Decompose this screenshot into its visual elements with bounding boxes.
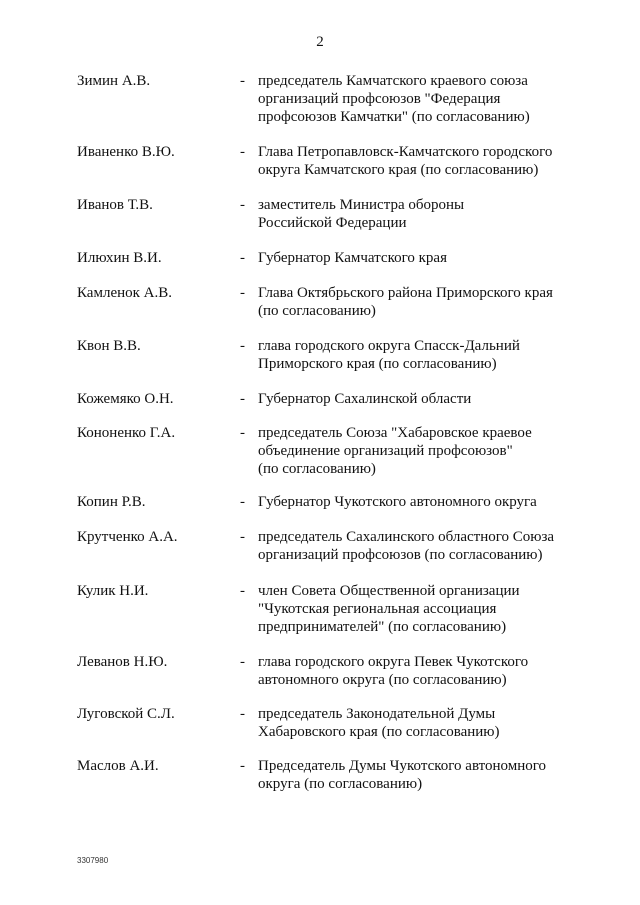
person-position: Губернатор Сахалинской области bbox=[258, 391, 472, 407]
list-item bbox=[0, 493, 640, 528]
person-position: Губернатор Камчатского края bbox=[258, 250, 447, 266]
person-position: председатель Камчатского краевого союза организаций профсоюзов "Федерация профсоюзов Камчатки" (по согласованию) bbox=[258, 73, 530, 125]
person-position: Глава Октябрьского района Приморского края (по согласованию) bbox=[258, 285, 553, 319]
person-position: председатель Сахалинского областного Союза организаций профсоюзов (по согласованию) bbox=[258, 529, 555, 563]
person-name: Маслов А.И. bbox=[77, 758, 159, 774]
list-item bbox=[0, 528, 640, 582]
dash-separator: - bbox=[240, 494, 245, 510]
list-item bbox=[0, 196, 640, 249]
list-item bbox=[0, 390, 640, 424]
dash-separator: - bbox=[240, 425, 245, 441]
person-name: Иванов Т.В. bbox=[77, 197, 153, 213]
dash-separator: - bbox=[240, 144, 245, 160]
person-position: глава городского округа Певек Чукотского автономного округа (по согласованию) bbox=[258, 654, 529, 688]
person-name: Крутченко А.А. bbox=[77, 529, 178, 545]
person-position: Председатель Думы Чукотского автономного округа (по согласованию) bbox=[258, 758, 547, 792]
dash-separator: - bbox=[240, 758, 245, 774]
person-name: Кожемяко О.Н. bbox=[77, 391, 174, 407]
list-item bbox=[0, 143, 640, 196]
list-item bbox=[0, 757, 640, 797]
person-position: член Совета Общественной организации "Чукотская региональная ассоциация предпринимателей" (по согласованию) bbox=[258, 583, 520, 635]
person-name: Леванов Н.Ю. bbox=[77, 654, 168, 670]
list-item bbox=[0, 653, 640, 705]
dash-separator: - bbox=[240, 583, 245, 599]
list-item bbox=[0, 284, 640, 337]
person-name: Копин Р.В. bbox=[77, 494, 146, 510]
dash-separator: - bbox=[240, 654, 245, 670]
person-position: заместитель Министра обороны Российской Федерации bbox=[258, 197, 465, 231]
dash-separator: - bbox=[240, 529, 245, 545]
person-position: глава городского округа Спасск-Дальний Приморского края (по согласованию) bbox=[258, 338, 520, 372]
list-item bbox=[0, 337, 640, 390]
dash-separator: - bbox=[240, 338, 245, 354]
list-item bbox=[0, 72, 640, 143]
dash-separator: - bbox=[240, 250, 245, 266]
person-name: Луговской С.Л. bbox=[77, 706, 175, 722]
person-name: Илюхин В.И. bbox=[77, 250, 162, 266]
person-name: Квон В.В. bbox=[77, 338, 141, 354]
list-item bbox=[0, 249, 640, 284]
list-item bbox=[0, 582, 640, 653]
dash-separator: - bbox=[240, 73, 245, 89]
dash-separator: - bbox=[240, 285, 245, 301]
dash-separator: - bbox=[240, 197, 245, 213]
person-name: Кононенко Г.А. bbox=[77, 425, 176, 441]
person-position: Губернатор Чукотского автономного округа bbox=[258, 494, 537, 510]
list-item bbox=[0, 424, 640, 493]
person-name: Иваненко В.Ю. bbox=[77, 144, 175, 160]
page-number: 2 bbox=[316, 34, 324, 50]
person-position: председатель Законодательной Думы Хабаровского края (по согласованию) bbox=[258, 706, 500, 740]
dash-separator: - bbox=[240, 391, 245, 407]
person-name: Кулик Н.И. bbox=[77, 583, 149, 599]
dash-separator: - bbox=[240, 706, 245, 722]
list-item bbox=[0, 705, 640, 757]
document-code: 3307980 bbox=[77, 856, 109, 865]
person-name: Камленок А.В. bbox=[77, 285, 173, 301]
entry-list bbox=[0, 72, 640, 797]
person-position: председатель Союза "Хабаровское краевое объединение организаций профсоюзов" (по согласованию) bbox=[258, 425, 532, 477]
person-name: Зимин А.В. bbox=[77, 73, 151, 89]
person-position: Глава Петропавловск-Камчатского городского округа Камчатского края (по согласованию) bbox=[258, 144, 553, 178]
